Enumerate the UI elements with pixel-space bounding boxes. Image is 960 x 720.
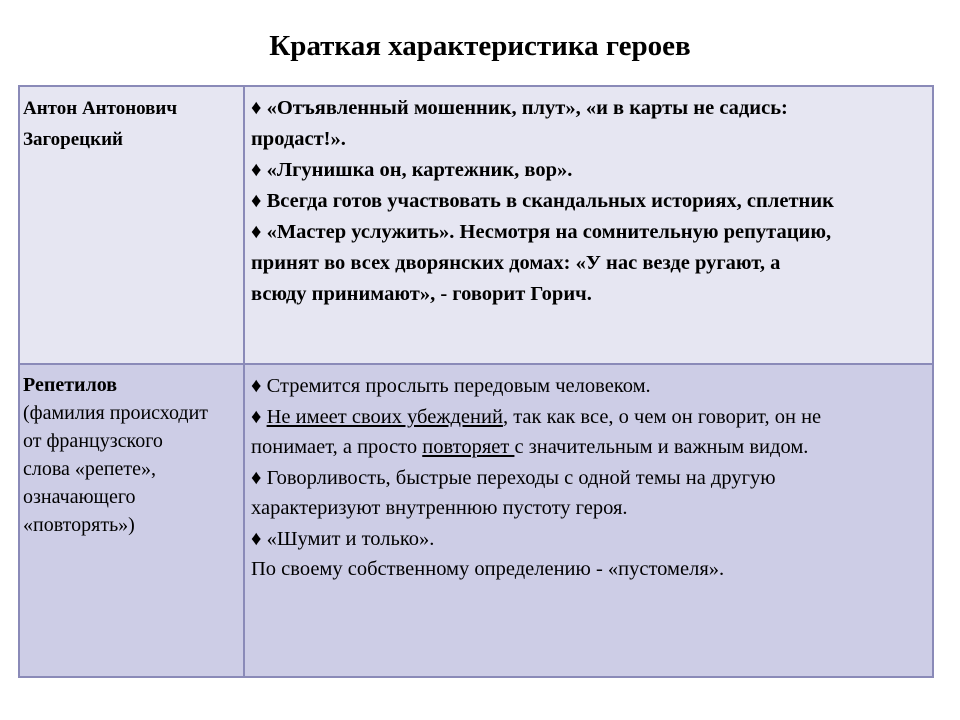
character-name-cell — [20, 87, 245, 363]
description-line: ♦ «Шумит и только». — [251, 527, 435, 550]
character-name-cell — [20, 365, 245, 676]
character-name-line: Загорецкий — [23, 129, 123, 150]
name-note-line: означающего — [23, 486, 136, 508]
underlined-phrase: Не имеет своих убеждений — [266, 405, 503, 428]
table-row-zagoretsky — [20, 87, 932, 365]
description-line: принят во всех дворянских домах: «У нас везде ругают, а — [251, 252, 781, 274]
description-line: ♦ «Отъявленный мошенник, плут», «и в карты не садись: — [251, 97, 788, 119]
underlined-phrase: повторяет — [422, 436, 515, 458]
characters-table — [18, 85, 934, 678]
name-note-line: (фамилия происходит — [23, 402, 209, 424]
description-line: ♦ Говорливость, быстрые переходы с одной темы на другую — [251, 466, 776, 489]
description-line: ♦ «Лгунишка он, картежник, вор». — [251, 159, 573, 181]
slide-title: Краткая характеристика героев — [269, 30, 691, 62]
text-part: понимает, а просто — [251, 436, 423, 458]
text-part: ♦ — [251, 405, 267, 428]
character-description-cell — [245, 87, 932, 363]
character-name-line: Антон Антонович — [23, 98, 178, 119]
description-line: продаст!». — [251, 128, 346, 150]
name-note-line: слова «репете», — [23, 458, 156, 480]
description-line: ♦ Стремится прослыть передовым человеком. — [251, 375, 651, 397]
description-line: всюду принимают», - говорит Горич. — [251, 283, 592, 305]
text-part: с значительным и важным видом. — [514, 436, 809, 458]
description-line: характеризуют внутреннюю пустоту героя. — [251, 497, 628, 519]
name-note-line: «повторять») — [23, 514, 135, 536]
character-name: Репетилов — [23, 374, 118, 396]
description-line — [251, 402, 932, 433]
description-line: ♦ Всегда готов участвовать в скандальных историях, сплетник — [251, 190, 834, 212]
character-description-cell — [245, 365, 932, 676]
description-line: По своему собственному определению - «пустомеля». — [251, 558, 725, 580]
text-part: , так как все, о чем он говорит, он не — [502, 405, 822, 428]
table-row-repetilov — [20, 365, 932, 676]
description-line: ♦ «Мастер услужить». Несмотря на сомнительную репутацию, — [251, 221, 832, 243]
description-line — [251, 432, 932, 463]
name-note-line: от французского — [23, 430, 163, 452]
